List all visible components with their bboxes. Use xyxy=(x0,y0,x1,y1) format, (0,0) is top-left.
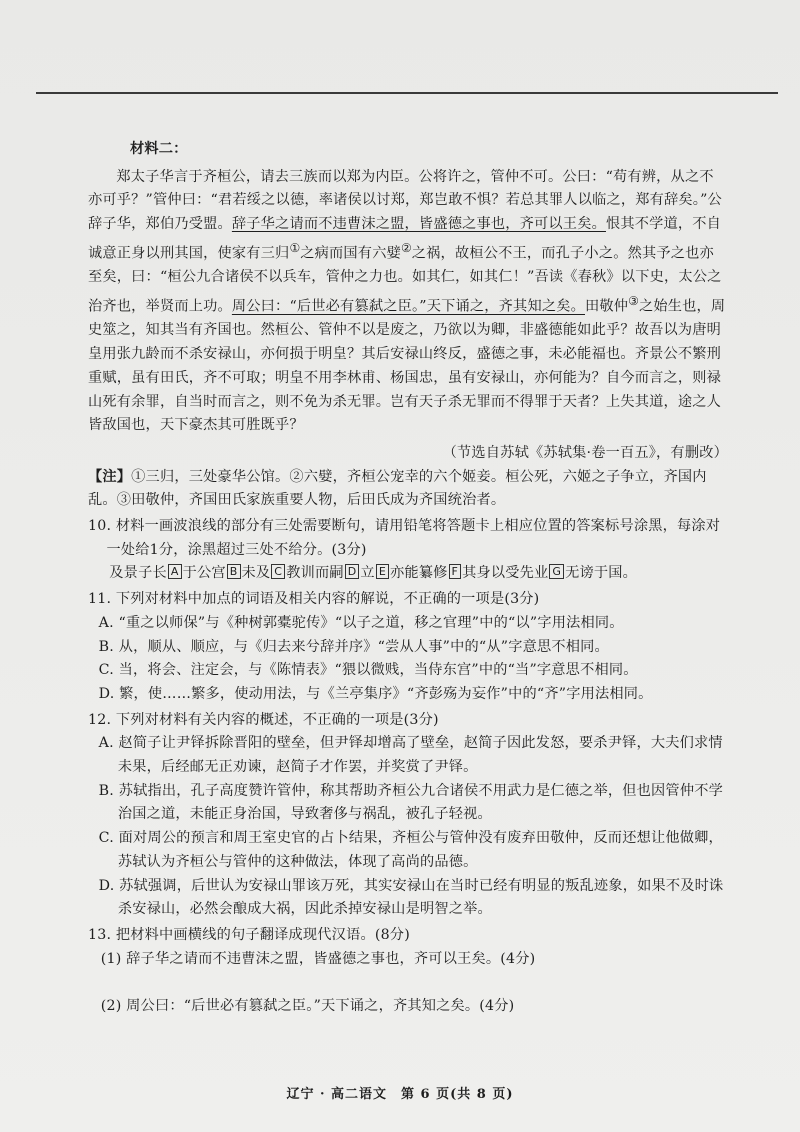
passage-text: 郑太子华言于齐桓公，请去三族而以郑为内臣。公将许之，管仲不可。公曰：“苟有辨，从之不亦可乎？”管仲曰：“君若绥之以德，率诸侯以讨郑，郑岂敢不惧？若总其罪人以临之，郑有辞矣。”公辞子华，郑伯乃受盟。 xyxy=(88,168,722,233)
material-title: 材料二： xyxy=(130,141,188,157)
note-text: ①三归，三处豪华公馆。②六嬖，齐桓公宠幸的六个姬妾。桓公死，六姬之子争立，齐国内乱。③田敬仲，齐国田氏家族重要人物，后田氏成为齐国统治者。 xyxy=(88,468,707,509)
passage-text: 田敬仲 xyxy=(585,298,629,315)
segment: 及景子长 xyxy=(109,565,167,582)
break-option-f[interactable]: F xyxy=(449,564,462,579)
break-option-g[interactable]: G xyxy=(549,564,564,579)
passage-text: 之病而国有六嬖 xyxy=(300,245,401,262)
segment: 其身以受先业 xyxy=(462,565,549,582)
source-citation: （节选自苏轼《苏轼集·卷一百五》，有删改） xyxy=(442,444,728,461)
footnote-marker: ② xyxy=(400,240,412,255)
question-10-stem: 10. 材料一画波浪线的部分有三处需要断句，请用铅笔将答题卡上相应位置的答案标号涂黑，每涂对一处给1分，涂黑超过三处不给分。(3分) xyxy=(88,518,721,558)
question-11-option-c[interactable]: C. 当，将会、注定会，与《陈情表》“猥以微贱，当侍东宫”中的“当”字意思不相同。 xyxy=(98,662,638,679)
question-11-option-b[interactable]: B. 从，顺从、顺应，与《归去来兮辞并序》“尝从人事”中的“从”字意思不相同。 xyxy=(98,638,609,655)
passage-text: 之始生也，周史筮之，知其当有齐国也。然桓公、管仲不以是废之，乃欲以为卿，非盛德能如此乎？故吾以为唐明皇用张九龄而不杀安禄山，亦何损于明皇？其后安禄山终反，盛德之事，未必能福也。齐景公不繁刑重赋，虽有田氏，齐不可取；明皇不用李林甫、杨国忠，虽有安禄山，亦何能为？自今而言之，则禄山死有余罪，自当时而言之，则不免为杀无罪。岂有天子杀无罪而不得罪于天者？上失其道，途之人皆敌国也，天下豪杰其可胜既乎？ xyxy=(88,298,726,434)
passage-text: 恨其不学道，不自诚意正身以刑其国，使家有三归 xyxy=(88,216,722,262)
break-option-e[interactable]: E xyxy=(376,564,389,579)
question-11-stem: 11. 下列对材料中加点的词语及相关内容的解说，不正确的一项是(3分) xyxy=(88,591,540,608)
question-13-item-1: (1) 辞子华之请而不违曹沫之盟，皆盛德之事也，齐可以王矣。(4分) xyxy=(100,950,536,967)
break-option-a[interactable]: A xyxy=(168,564,182,579)
answer-space[interactable] xyxy=(88,971,728,995)
question-12-option-d[interactable]: D. 苏轼强调，后世认为安禄山罪该万死，其实安禄山在当时已经有明显的叛乱迹象，如果不及时诛杀安禄山，必然会酿成大祸，因此杀掉安禄山是明智之举。 xyxy=(98,877,724,918)
question-11-option-a[interactable]: A. “重之以师保”与《种树郭橐驼传》“以子之道，移之官理”中的“以”字用法相同。 xyxy=(98,614,624,631)
question-10-sentence xyxy=(88,562,728,586)
segment: 立 xyxy=(360,565,375,582)
segment: 无谤于国。 xyxy=(565,565,638,582)
segment: 教训而嗣 xyxy=(286,565,344,582)
question-12-option-c[interactable]: C. 面对周公的预言和周王室史官的占卜结果，齐桓公与管仲没有废弃田敬仲，反而还想让他做卿，苏轼认为齐桓公与管仲的这种做法，体现了高尚的品德。 xyxy=(98,830,723,870)
question-11-option-d[interactable]: D. 繁，使……繁多，使动用法，与《兰亭集序》“齐彭殇为妄作”中的“齐”字用法相同。 xyxy=(98,685,653,702)
footnote-marker: ③ xyxy=(628,293,639,308)
underlined-sentence-2: 周公曰：“后世必有篡弑之臣。”天下诵之，齐其知之矣。 xyxy=(231,298,585,315)
passage-text: 之祸，故桓公不王，而孔子小之。然其予之也亦至矣，曰：“桓公九合诸侯不以兵车，管仲之力也。如其仁，如其仁！”吾读《春秋》以下史，太公之治齐也，举贤而上功。 xyxy=(88,245,722,315)
question-13-item-2: (2) 周公曰：“后世必有篡弑之臣。”天下诵之，齐其知之矣。(4分) xyxy=(100,998,515,1015)
passage-paragraph xyxy=(88,166,728,438)
segment: 于公宫 xyxy=(182,565,226,582)
annotation-note xyxy=(88,466,728,513)
question-13-stem: 13. 把材料中画横线的句子翻译成现代汉语。(8分) xyxy=(88,926,410,943)
question-12-option-b[interactable]: B. 苏轼指出，孔子高度赞许管仲，称其帮助齐桓公九合诸侯不用武力是仁德之举，但也因管仲不学治国之道，未能正身治国，导致奢侈与祸乱，被孔子轻视。 xyxy=(98,782,723,823)
top-rule xyxy=(36,92,778,94)
note-label: 【注】 xyxy=(88,468,132,485)
page-footer: 辽宁 · 高二语文 第 6 页(共 8 页) xyxy=(286,1087,514,1102)
question-12-stem: 12. 下列对材料有关内容的概述，不正确的一项是(3分) xyxy=(88,711,439,728)
question-12-option-a[interactable]: A. 赵简子让尹铎拆除晋阳的壁垒，但尹铎却增高了壁垒，赵简子因此发怒，要杀尹铎，大夫们求情未果，后经邮无正劝谏，赵简子才作罢，并奖赏了尹铎。 xyxy=(98,735,723,776)
break-option-c[interactable]: C xyxy=(271,564,285,579)
segment: 亦能纂修 xyxy=(389,565,448,582)
break-option-b[interactable]: B xyxy=(227,564,241,579)
break-option-d[interactable]: D xyxy=(345,564,360,579)
segment: 未及 xyxy=(241,565,271,582)
underlined-sentence-1: 辞子华之请而不违曹沫之盟，皆盛德之事也，齐可以王矣。 xyxy=(231,216,606,233)
page-content xyxy=(88,138,728,1019)
footnote-marker: ① xyxy=(289,240,301,255)
